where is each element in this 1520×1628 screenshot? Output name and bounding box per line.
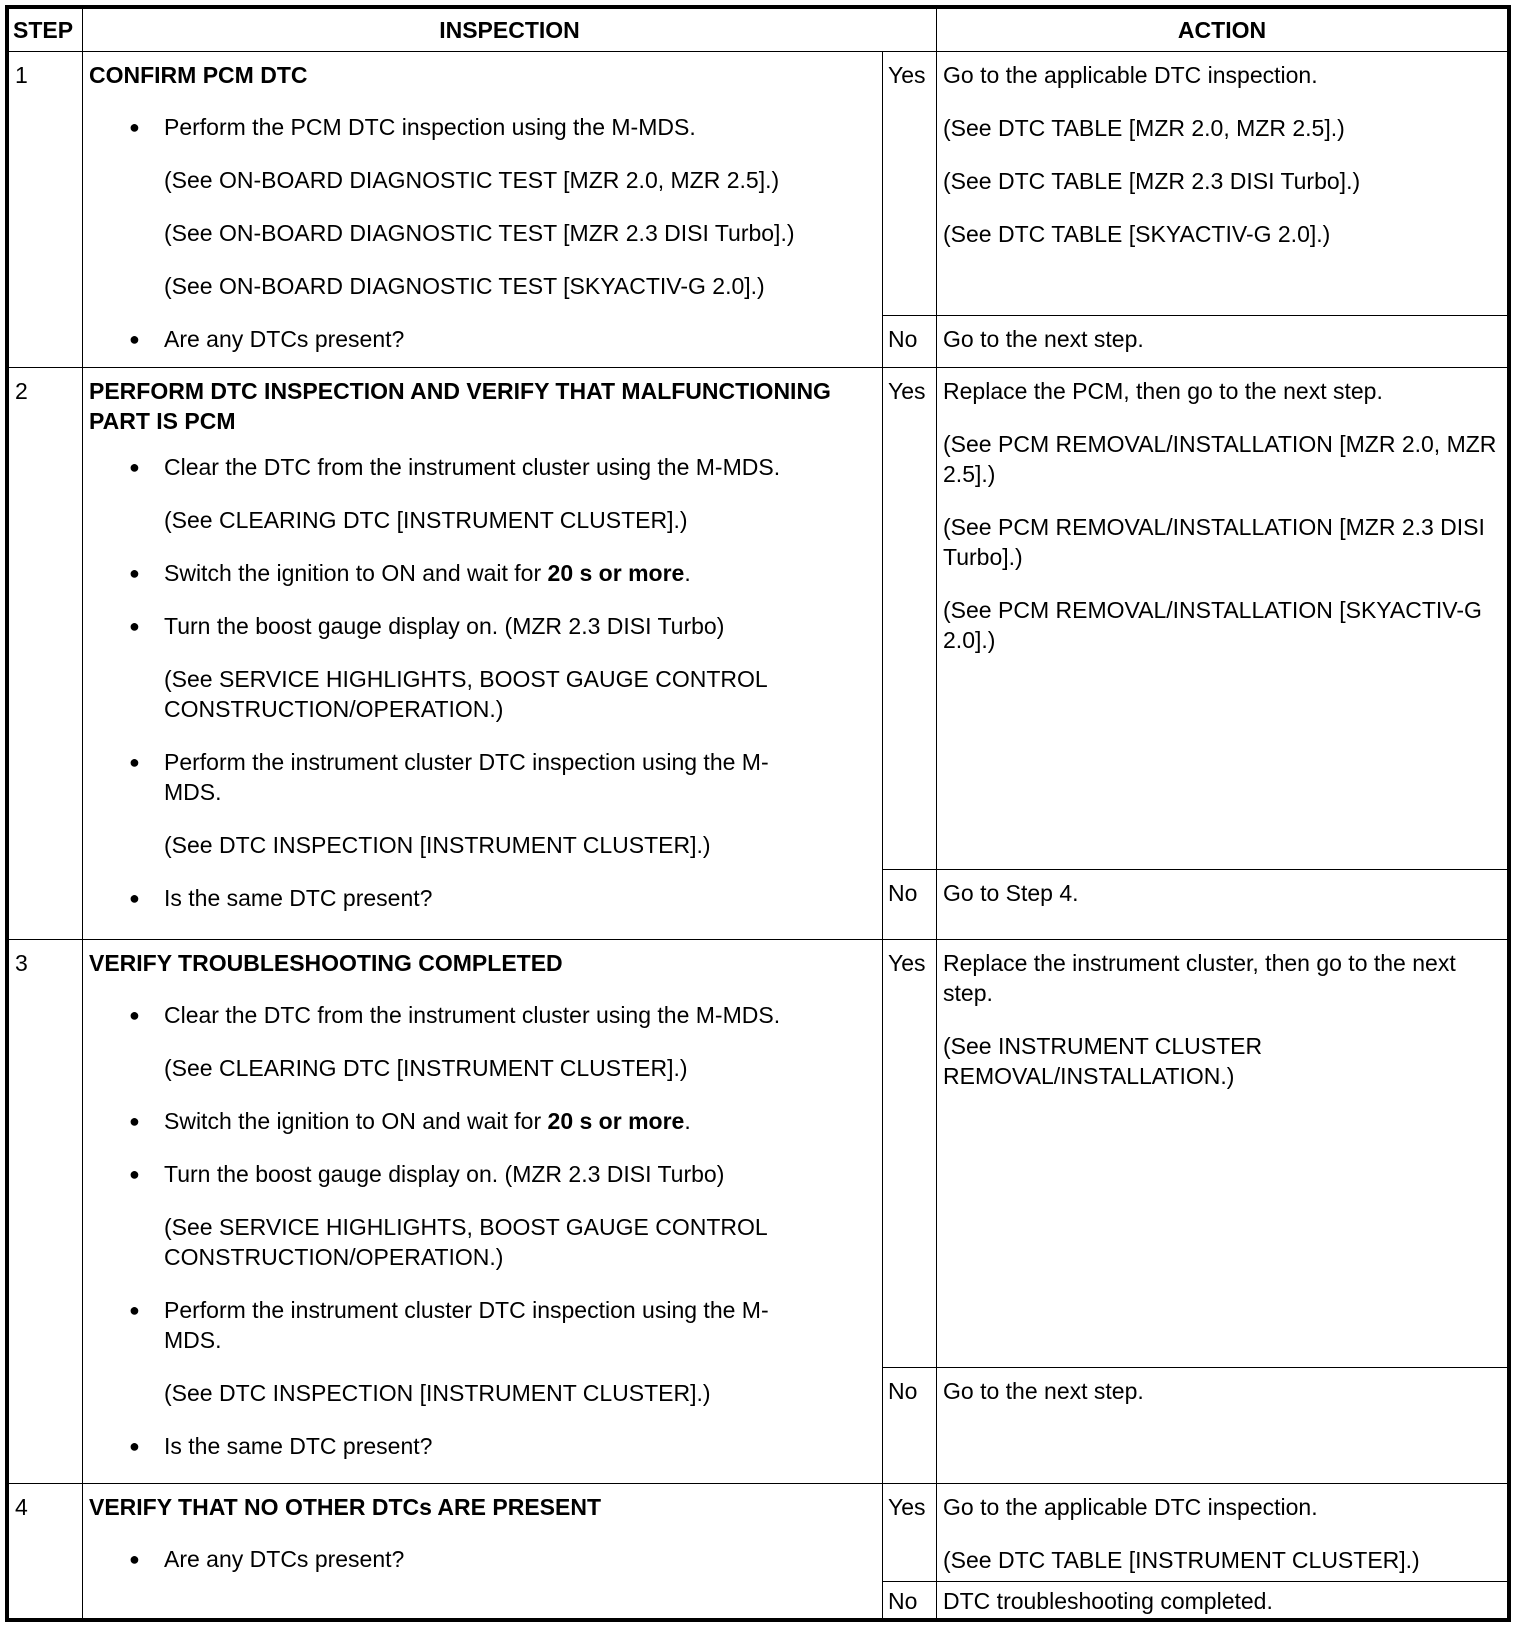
step-1-inspection [83, 52, 883, 368]
bullet-item: ● Clear the DTC from the instrument cluster using the M-MDS. [89, 1000, 876, 1030]
step-number: 1 [9, 52, 83, 368]
step-2-yes-row [9, 368, 1508, 870]
bullet-text: . [684, 560, 691, 586]
step-2-inspection [83, 368, 883, 940]
header-row [9, 9, 1508, 52]
bullet-item: ● Turn the boost gauge display on. (MZR 2.3 DISI Turbo) [89, 1159, 876, 1189]
header-action: ACTION [937, 9, 1508, 52]
no-action: Go to the next step. [937, 1368, 1508, 1484]
action-text: Go to the applicable DTC inspection. [943, 62, 1318, 88]
reference-link: (See SERVICE HIGHLIGHTS, BOOST GAUGE CONTROL CONSTRUCTION/OPERATION.) [164, 666, 767, 722]
bullet-item: ● Is the same DTC present? [89, 1431, 876, 1461]
yes-label: Yes [883, 940, 937, 1368]
yes-action [937, 368, 1508, 870]
reference-link: (See SERVICE HIGHLIGHTS, BOOST GAUGE CONTROL CONSTRUCTION/OPERATION.) [164, 1214, 767, 1270]
yes-action [937, 1484, 1508, 1582]
bullet-item: ● Are any DTCs present? [89, 1544, 876, 1574]
bold-duration: 20 s or more [547, 1108, 685, 1134]
bullet-item: ● Clear the DTC from the instrument cluster using the M-MDS. [89, 452, 876, 482]
bullet-item: ● Perform the instrument cluster DTC inspection using the M-MDS. [89, 747, 814, 807]
reference-link: (See ON-BOARD DIAGNOSTIC TEST [SKYACTIV-G 2.0].) [164, 273, 765, 299]
bullet-item: ● Perform the PCM DTC inspection using the M-MDS. [89, 112, 876, 142]
yes-label: Yes [883, 368, 937, 870]
bullet-item [89, 558, 876, 588]
step-title: PERFORM DTC INSPECTION AND VERIFY THAT MALFUNCTIONING PART IS PCM [89, 378, 831, 434]
yes-label: Yes [883, 52, 937, 316]
no-label: No [883, 1582, 937, 1619]
no-action: DTC troubleshooting completed. [937, 1582, 1508, 1619]
step-4-inspection [83, 1484, 883, 1619]
bullet-item: ● Perform the instrument cluster DTC inspection using the M-MDS. [89, 1295, 814, 1355]
step-1-yes-row [9, 52, 1508, 316]
header-inspection: INSPECTION [83, 9, 937, 52]
reference-link: (See DTC TABLE [MZR 2.3 DISI Turbo].) [943, 168, 1361, 194]
reference-link: (See PCM REMOVAL/INSTALLATION [MZR 2.0, MZR 2.5].) [943, 431, 1497, 487]
yes-action [937, 940, 1508, 1368]
reference-link: (See DTC INSPECTION [INSTRUMENT CLUSTER].) [164, 1380, 711, 1406]
reference-link: (See ON-BOARD DIAGNOSTIC TEST [MZR 2.0, MZR 2.5].) [164, 167, 780, 193]
reference-link: (See CLEARING DTC [INSTRUMENT CLUSTER].) [164, 507, 688, 533]
action-text: Replace the PCM, then go to the next step. [943, 378, 1383, 404]
reference-link: (See PCM REMOVAL/INSTALLATION [MZR 2.3 DISI Turbo].) [943, 514, 1485, 570]
step-4-yes-row [9, 1484, 1508, 1582]
step-3-yes-row [9, 940, 1508, 1368]
troubleshooting-table [8, 8, 1508, 1619]
bullet-text: Switch the ignition to ON and wait for [164, 1108, 548, 1134]
reference-link: (See PCM REMOVAL/INSTALLATION [SKYACTIV-G 2.0].) [943, 597, 1482, 653]
action-text: Replace the instrument cluster, then go to the next step. [943, 950, 1456, 1006]
reference-link: (See CLEARING DTC [INSTRUMENT CLUSTER].) [164, 1055, 688, 1081]
troubleshooting-document [5, 5, 1511, 1622]
step-title: CONFIRM PCM DTC [89, 62, 308, 88]
step-title: VERIFY THAT NO OTHER DTCs ARE PRESENT [89, 1494, 602, 1520]
reference-link: (See DTC TABLE [INSTRUMENT CLUSTER].) [943, 1547, 1420, 1573]
bullet-item: ● Turn the boost gauge display on. (MZR 2.3 DISI Turbo) [89, 611, 876, 641]
header-step: STEP [9, 9, 83, 52]
step-3-inspection [83, 940, 883, 1484]
bullet-item [89, 1106, 876, 1136]
yes-action [937, 52, 1508, 316]
step-number: 4 [9, 1484, 83, 1619]
reference-link: (See DTC TABLE [SKYACTIV-G 2.0].) [943, 221, 1331, 247]
yes-label: Yes [883, 1484, 937, 1582]
reference-link: (See INSTRUMENT CLUSTER REMOVAL/INSTALLATION.) [943, 1033, 1263, 1089]
step-number: 2 [9, 368, 83, 940]
bullet-item: ● Are any DTCs present? [89, 324, 876, 354]
no-label: No [883, 870, 937, 940]
no-label: No [883, 316, 937, 368]
no-label: No [883, 1368, 937, 1484]
action-text: Go to the applicable DTC inspection. [943, 1494, 1318, 1520]
reference-link: (See DTC TABLE [MZR 2.0, MZR 2.5].) [943, 115, 1345, 141]
no-action: Go to the next step. [937, 316, 1508, 368]
bullet-item: ● Is the same DTC present? [89, 883, 876, 913]
no-action: Go to Step 4. [937, 870, 1508, 940]
bullet-text: . [684, 1108, 691, 1134]
step-number: 3 [9, 940, 83, 1484]
reference-link: (See DTC INSPECTION [INSTRUMENT CLUSTER].) [164, 832, 711, 858]
bold-duration: 20 s or more [547, 560, 685, 586]
reference-link: (See ON-BOARD DIAGNOSTIC TEST [MZR 2.3 DISI Turbo].) [164, 220, 795, 246]
step-title: VERIFY TROUBLESHOOTING COMPLETED [89, 950, 563, 976]
bullet-text: Switch the ignition to ON and wait for [164, 560, 548, 586]
